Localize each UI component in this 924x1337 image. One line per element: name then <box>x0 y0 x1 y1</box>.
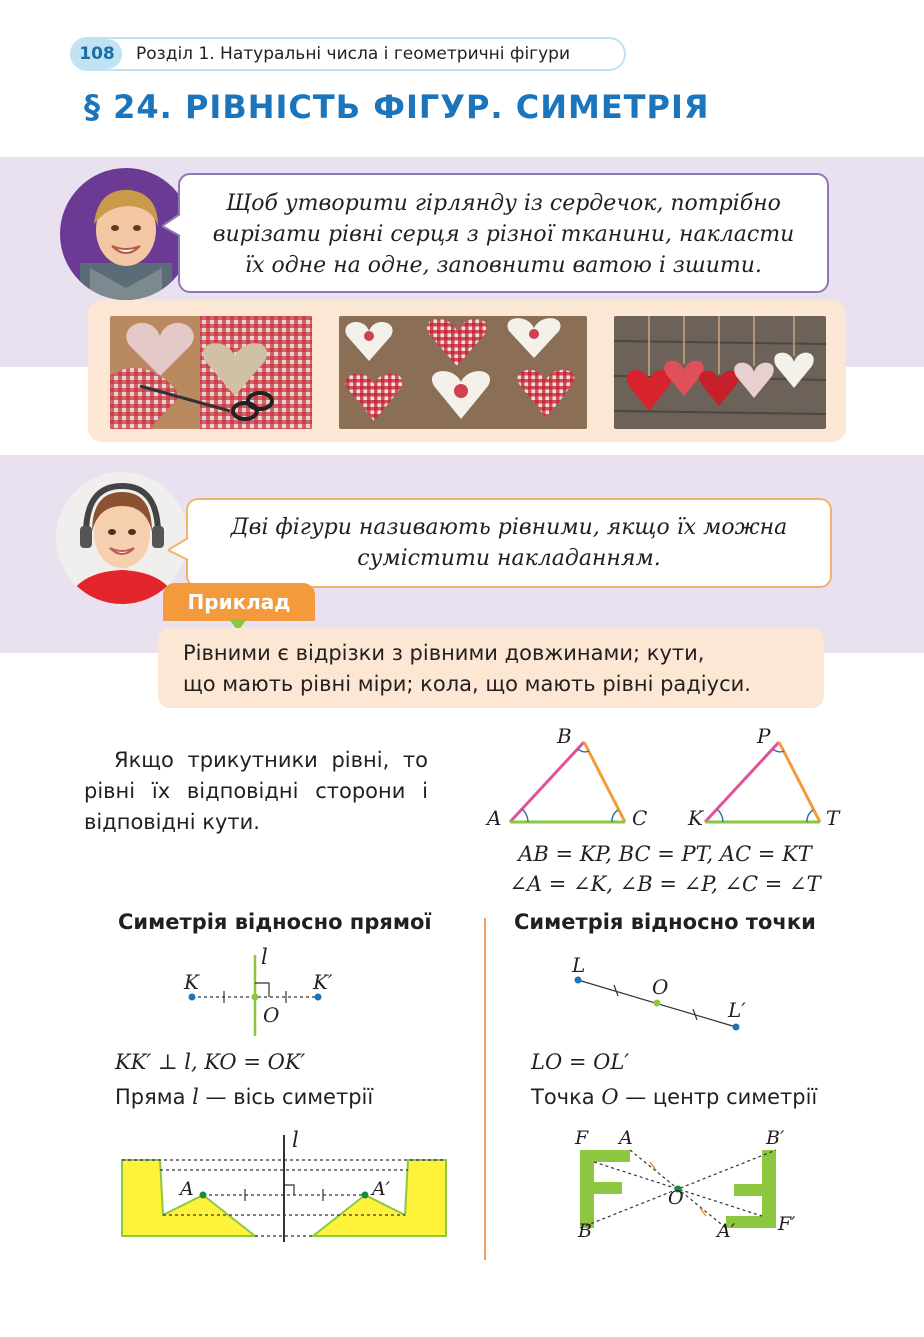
line-symmetry-formula: KK′ ⊥ l, KO = OK′ <box>115 1050 306 1074</box>
label-l-prime: L′ <box>728 998 746 1022</box>
triangles-diagram <box>480 720 850 840</box>
photo-cutting-hearts <box>110 316 312 429</box>
line-symmetry-caption <box>115 1085 373 1109</box>
example-line-2: що мають рівні міри; кола, що мають рівні радіуси. <box>183 672 751 696</box>
speech-bubble-garland <box>178 173 829 293</box>
bubble1-line-2: вирізати рівні серця з різної тканини, накласти <box>212 222 795 247</box>
label-k-left: K <box>184 970 199 994</box>
bubble2-line-2: сумістити накладанням. <box>357 546 661 571</box>
sides-equality: AB = KP, BC = PT, AC = KT <box>518 842 812 866</box>
label-f-prime: F′ <box>778 1213 796 1235</box>
label-k: K <box>688 806 703 830</box>
example-line-1: Рівними є відрізки з рівними довжинами; кути, <box>183 641 705 665</box>
bubble2-tail <box>168 538 190 562</box>
example-tag: Приклад <box>163 583 315 621</box>
label-t: T <box>826 806 840 830</box>
caption2-pre: Точка <box>531 1085 602 1109</box>
caption-post: — вісь симетрії <box>198 1085 374 1109</box>
mirror-shapes-diagram <box>115 1130 455 1245</box>
bubble1-line-3: їх одне на одне, заповнити ватою і зшити. <box>245 253 762 278</box>
line-symmetry-heading: Симетрія відносно прямої <box>118 910 432 934</box>
label-a: A <box>487 806 502 830</box>
label-a-point: A <box>619 1127 633 1149</box>
page-title: § 24. РІВНІСТЬ ФІГУР. СИМЕТРІЯ <box>84 88 710 126</box>
photo-hanging-hearts <box>614 316 826 429</box>
caption-pre: Пряма <box>115 1085 193 1109</box>
column-divider <box>484 918 486 1260</box>
bubble2-line-1: Дві фігури називають рівними, якщо їх можна <box>230 515 788 540</box>
triangle-rule-text: Якщо трикутники рівні, то рівні їх відповідні сторони і відповідні кути. <box>84 748 428 834</box>
bubble1-tail <box>162 214 182 238</box>
label-a-shape: A <box>180 1178 194 1200</box>
label-b-prime: B′ <box>766 1127 785 1149</box>
label-a-prime-point: A′ <box>717 1220 736 1242</box>
label-b: B <box>578 1220 592 1242</box>
label-l-mirror: l <box>292 1128 299 1152</box>
point-symmetry-caption <box>531 1085 817 1109</box>
point-symmetry-heading: Симетрія відносно точки <box>514 910 816 934</box>
label-c: C <box>632 806 648 830</box>
caption-var: l <box>192 1085 199 1109</box>
caption2-var: O <box>601 1085 619 1109</box>
bubble1-line-1: Щоб утворити гірлянду із сердечок, потрібно <box>226 191 781 216</box>
label-l-axis: l <box>261 945 268 969</box>
page-number: 108 <box>72 39 122 69</box>
triangle-abc <box>510 742 625 822</box>
label-p: P <box>757 724 771 748</box>
photo-fabric-hearts <box>339 316 587 429</box>
label-f: F <box>575 1127 589 1149</box>
label-l-point: L <box>572 953 586 977</box>
caption2-post: — центр симетрії <box>618 1085 818 1109</box>
label-b: B <box>557 724 572 748</box>
speech-bubble-definition <box>186 498 832 588</box>
line-symmetry-diagram <box>180 950 340 1040</box>
example-box <box>158 628 824 708</box>
label-k-prime: K′ <box>313 970 333 994</box>
angles-equality: ∠A = ∠K, ∠B = ∠P, ∠C = ∠T <box>509 872 821 896</box>
triangle-kpt <box>705 742 820 822</box>
label-a-prime-shape: A′ <box>372 1178 391 1200</box>
label-o-point: O <box>652 975 669 999</box>
point-symmetry-formula: LO = OL′ <box>531 1050 630 1074</box>
label-o-center: O <box>668 1187 684 1209</box>
label-o-line: O <box>263 1003 280 1027</box>
chapter-title: Розділ 1. Натуральні числа і геометричні фігури <box>136 44 571 64</box>
